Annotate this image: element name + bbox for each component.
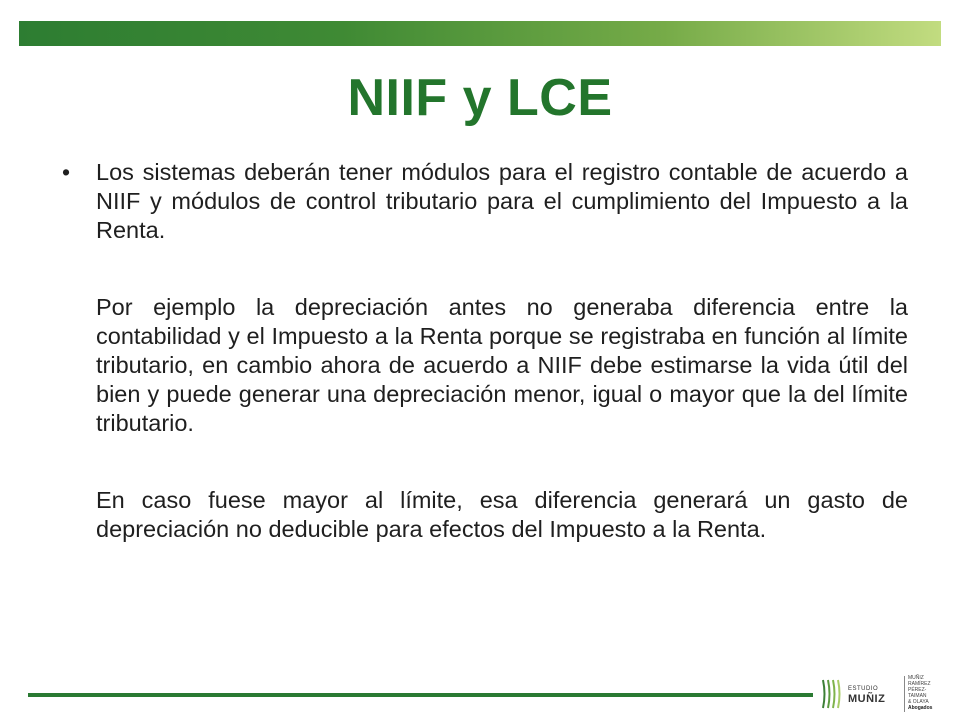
slide-content bbox=[62, 158, 908, 544]
firm-logo bbox=[820, 672, 940, 716]
slide-title: NIIF y LCE bbox=[347, 69, 613, 127]
paragraph-2: Por ejemplo la depreciación antes no generaba diferencia entre la contabilidad y el Impuesto a la Renta porque se registraba en función al límite tributario, en cambio ahora de acuerdo a NIIF debe estimarse la vida útil del bien y puede generar una depreciación menor, igual o mayor que la del límite tributario. bbox=[96, 294, 908, 436]
logo-abogados: Abogados bbox=[908, 705, 933, 711]
logo-mark-icon bbox=[820, 676, 844, 712]
paragraph-3: En caso fuese mayor al límite, esa diferencia generará un gasto de depreciación no deducible para efectos del Impuesto a la Renta. bbox=[96, 487, 908, 542]
logo-name: RAMÍREZ bbox=[908, 681, 931, 687]
logo-name: MUÑIZ bbox=[908, 675, 924, 681]
bottom-divider-line bbox=[28, 693, 813, 697]
logo-partner-names bbox=[908, 675, 940, 711]
bullet-item bbox=[62, 158, 908, 544]
top-gradient-bar bbox=[19, 21, 941, 46]
bullet-icon: • bbox=[62, 159, 71, 185]
logo-name: PÉREZ-TAIMAN bbox=[908, 687, 927, 699]
logo-estudio-text: ESTUDIO bbox=[848, 686, 879, 692]
logo-separator bbox=[904, 676, 905, 712]
logo-muniz-text: MUÑIZ bbox=[848, 693, 886, 705]
paragraph-1: Los sistemas deberán tener módulos para el registro contable de acuerdo a NIIF y módulos de control tributario para el cumplimiento del Impuesto a la Renta. bbox=[96, 159, 908, 243]
logo-name: & OLAYA bbox=[908, 699, 929, 705]
